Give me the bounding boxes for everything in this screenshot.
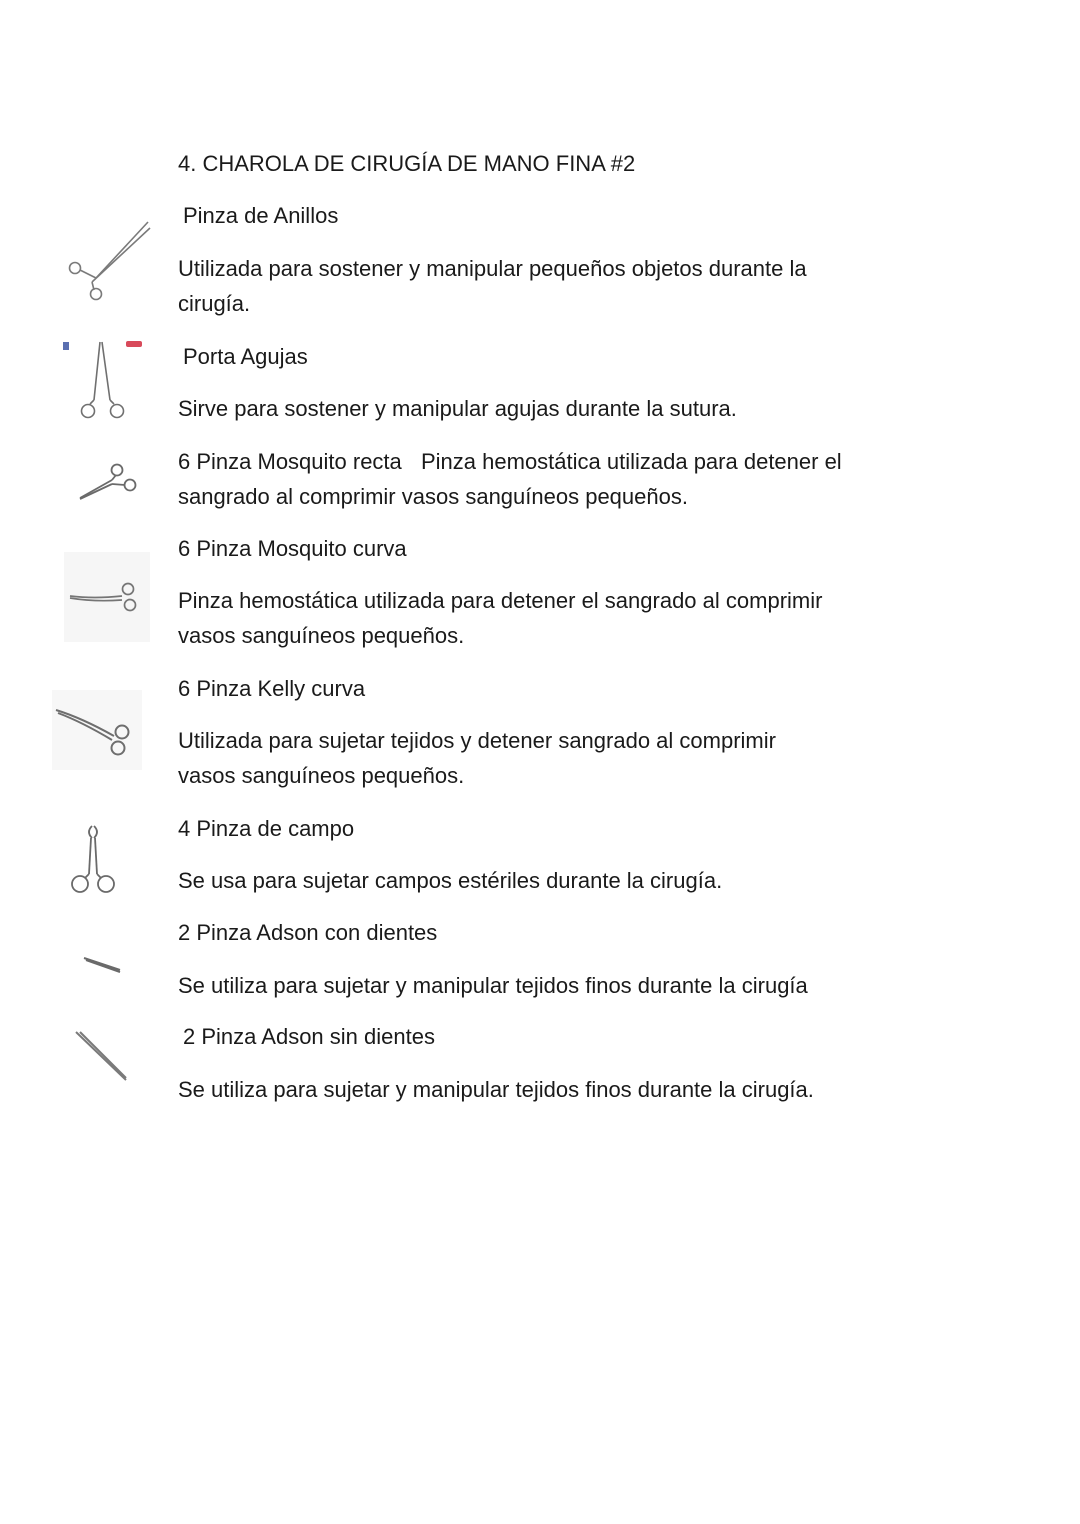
adson-toothed-forceps-icon <box>80 950 126 978</box>
item-description-line: Se utiliza para sujetar y manipular tejidos finos durante la cirugía <box>178 973 808 998</box>
towel-clamp-icon <box>62 822 124 902</box>
item-description-line: Pinza hemostática utilizada para detener el sangrado al comprimir <box>178 588 823 613</box>
item-name: 2 Pinza Adson sin dientes <box>183 1024 435 1049</box>
needle-holder-icon <box>60 338 146 424</box>
item-description-line: sangrado al comprimir vasos sanguíneos pequeños. <box>178 484 688 509</box>
item-name: 6 Pinza Mosquito curva <box>178 536 407 561</box>
ring-forceps-icon <box>62 218 154 304</box>
item-name: Pinza de Anillos <box>183 203 339 228</box>
page-title: 4. CHAROLA DE CIRUGÍA DE MANO FINA #2 <box>178 151 636 176</box>
item-name: 2 Pinza Adson con dientes <box>178 920 438 945</box>
adson-smooth-forceps-icon <box>70 1028 132 1086</box>
item-description-line: Sirve para sostener y manipular agujas durante la sutura. <box>178 396 737 421</box>
item-description-line: Utilizada para sujetar tejidos y detener sangrado al comprimir <box>178 728 776 753</box>
item-description-line: Se utiliza para sujetar y manipular tejidos finos durante la cirugía. <box>178 1077 814 1102</box>
item-description-line: Utilizada para sostener y manipular pequeños objetos durante la <box>178 256 807 281</box>
straight-mosquito-forceps-icon <box>76 460 142 504</box>
item-description-line: vasos sanguíneos pequeños. <box>178 763 465 788</box>
item-description-line: cirugía. <box>178 291 251 316</box>
item-name: 6 Pinza Mosquito recta <box>178 449 402 474</box>
item-description-line: Se usa para sujetar campos estériles durante la cirugía. <box>178 868 723 893</box>
curved-mosquito-forceps-icon <box>64 552 150 642</box>
item-description-line: Pinza hemostática utilizada para detener el <box>421 449 842 474</box>
kelly-forceps-icon <box>52 690 142 770</box>
item-name: Porta Agujas <box>183 344 308 369</box>
item-name: 6 Pinza Kelly curva <box>178 676 366 701</box>
item-name: 4 Pinza de campo <box>178 816 355 841</box>
item-description-line: vasos sanguíneos pequeños. <box>178 623 465 648</box>
